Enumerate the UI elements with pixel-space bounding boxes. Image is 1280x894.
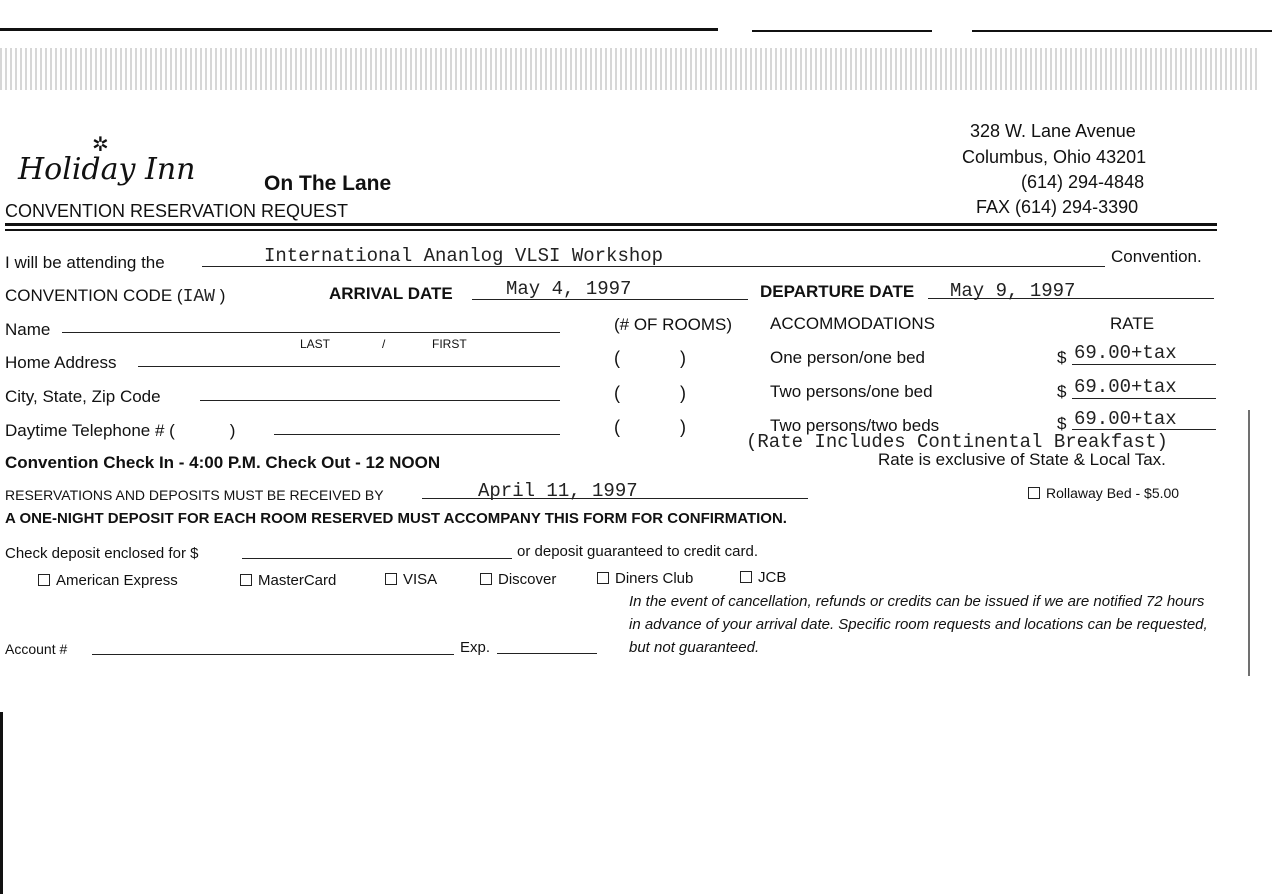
currency-2: $ <box>1057 382 1067 401</box>
rate-field-2[interactable]: 69.00+tax <box>1074 376 1177 398</box>
card-option-amex[interactable]: American Express <box>38 572 178 589</box>
amex-checkbox[interactable] <box>38 574 50 586</box>
top-border-left <box>0 28 718 31</box>
rate-line-3 <box>1072 429 1216 430</box>
exp-line[interactable] <box>497 653 597 654</box>
address-line1: 328 W. Lane Avenue <box>970 121 1136 141</box>
first-label: FIRST <box>432 337 467 351</box>
rollaway-checkbox[interactable] <box>1028 487 1040 499</box>
form-title: CONVENTION RESERVATION REQUEST <box>5 201 349 221</box>
departure-label: DEPARTURE DATE <box>760 282 915 301</box>
name-line[interactable] <box>62 332 560 333</box>
rooms-header: (# OF ROOMS) <box>614 315 733 334</box>
address-line2: Columbus, Ohio 43201 <box>962 147 1147 167</box>
header-rule-thin <box>5 229 1217 231</box>
top-border-mid <box>752 30 932 32</box>
breakfast-note: (Rate Includes Continental Breakfast) <box>746 431 1168 453</box>
fax: FAX (614) 294-3390 <box>976 197 1139 217</box>
city-line[interactable] <box>200 400 560 401</box>
card-option-visa[interactable]: VISA <box>385 571 437 588</box>
name-label: Name <box>5 320 51 339</box>
currency-1: $ <box>1057 348 1067 367</box>
checkin-times: Convention Check In - 4:00 P.M. Check Out - 12 NOON <box>5 453 441 472</box>
attending-label: I will be attending the <box>5 253 165 272</box>
visa-checkbox[interactable] <box>385 573 397 585</box>
rollaway-option[interactable]: Rollaway Bed - $5.00 <box>1028 485 1179 501</box>
jcb-checkbox[interactable] <box>740 571 752 583</box>
slash-label: / <box>382 337 386 351</box>
deposit-notice: A ONE-NIGHT DEPOSIT FOR EACH ROOM RESERVED MUST ACCOMPANY THIS FORM FOR CONFIRMATION. <box>5 510 787 527</box>
card-option-mastercard[interactable]: MasterCard <box>240 572 336 589</box>
brand-logo: Holiday Inn <box>18 152 196 187</box>
currency-3: $ <box>1057 414 1067 433</box>
right-edge-mark <box>1248 410 1250 676</box>
check-deposit-label: Check deposit enclosed for $ <box>5 545 199 562</box>
account-line[interactable] <box>92 654 454 655</box>
accommodation-type-3: Two persons/two beds <box>770 416 940 435</box>
phone: (614) 294-4848 <box>1021 172 1145 192</box>
rate-line-2 <box>1072 398 1216 399</box>
accommodation-type-1: One person/one bed <box>770 348 926 367</box>
arrival-field[interactable]: May 4, 1997 <box>506 278 632 300</box>
accommodation-type-2: Two persons/one bed <box>770 382 933 401</box>
deadline-field[interactable]: April 11, 1997 <box>478 480 638 502</box>
city-label: City, State, Zip Code <box>5 387 161 406</box>
home-address-label: Home Address <box>5 353 117 372</box>
rate-field-3[interactable]: 69.00+tax <box>1074 408 1177 430</box>
starburst-icon: ✲ <box>92 134 109 156</box>
discover-checkbox[interactable] <box>480 573 492 585</box>
phone-line[interactable] <box>274 434 560 435</box>
rooms-field-3[interactable]: ( ) <box>614 417 686 437</box>
left-edge-mark <box>0 712 3 894</box>
attending-field[interactable]: International Ananlog VLSI Workshop <box>264 245 664 267</box>
account-label: Account # <box>5 641 68 657</box>
diners-checkbox[interactable] <box>597 572 609 584</box>
last-label: LAST <box>300 337 331 351</box>
check-deposit-line[interactable] <box>242 558 512 559</box>
accommodations-header: ACCOMMODATIONS <box>770 314 935 333</box>
rooms-field-1[interactable]: ( ) <box>614 348 686 368</box>
mastercard-checkbox[interactable] <box>240 574 252 586</box>
convention-code-label: CONVENTION CODE (IAW ) <box>5 286 226 307</box>
rate-header: RATE <box>1110 314 1155 333</box>
card-option-jcb[interactable]: JCB <box>740 569 786 586</box>
arrival-label: ARRIVAL DATE <box>329 284 453 303</box>
rate-line-1 <box>1072 364 1216 365</box>
card-option-discover[interactable]: Discover <box>480 571 556 588</box>
convention-code-field[interactable]: IAW <box>182 287 215 307</box>
check-deposit-suffix: or deposit guaranteed to credit card. <box>517 543 758 560</box>
scan-noise-band <box>0 48 1260 90</box>
home-address-line[interactable] <box>138 366 560 367</box>
tax-note: Rate is exclusive of State & Local Tax. <box>878 450 1166 469</box>
departure-field[interactable]: May 9, 1997 <box>950 280 1076 302</box>
subtitle: On The Lane <box>264 172 392 195</box>
card-option-diners[interactable]: Diners Club <box>597 570 693 587</box>
deadline-label: RESERVATIONS AND DEPOSITS MUST BE RECEIVED BY <box>5 487 384 503</box>
rooms-field-2[interactable]: ( ) <box>614 383 686 403</box>
top-border-right <box>972 30 1272 32</box>
exp-label: Exp. <box>460 639 491 656</box>
header-rule-thick <box>5 223 1217 226</box>
rate-field-1[interactable]: 69.00+tax <box>1074 342 1177 364</box>
phone-label: Daytime Telephone # ( ) <box>5 421 236 440</box>
attending-suffix: Convention. <box>1111 247 1202 266</box>
cancellation-note: In the event of cancellation, refunds or credits can be issued if we are notified 72 hours in advance of your arrival date. Specific room requests and locations can be requested, but not guaranteed. <box>629 593 1208 656</box>
